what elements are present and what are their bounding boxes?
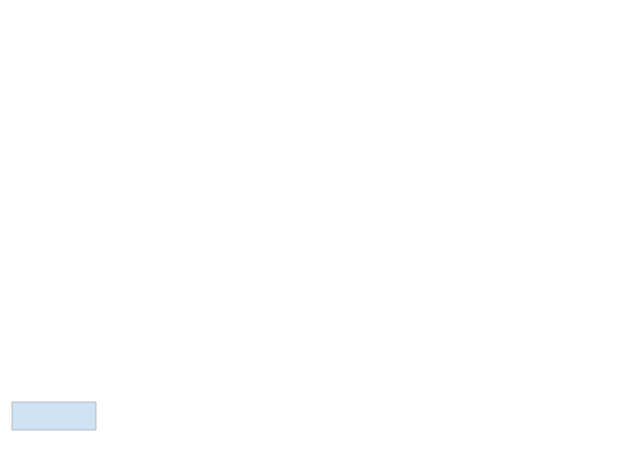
footer-note	[12, 402, 96, 430]
